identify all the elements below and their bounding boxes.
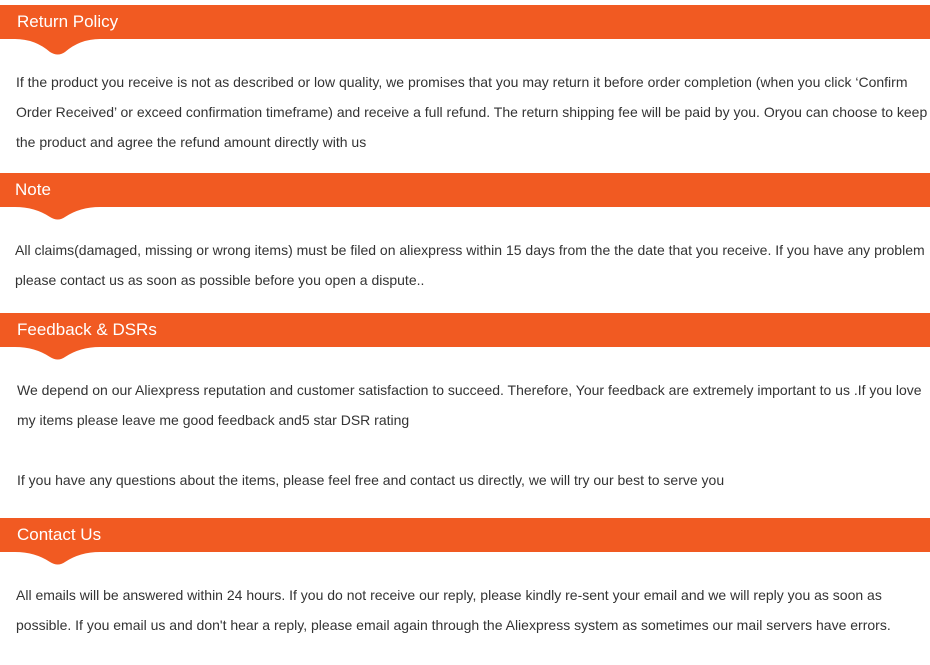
note-title: Note xyxy=(15,180,51,199)
note-text: All claims(damaged, missing or wrong items) must be filed on aliexpress within 15 days from the the date that you receive. If you have any problem please contact us as soon as possible before you open a dispute.. xyxy=(15,242,925,288)
contact-section xyxy=(0,518,930,633)
return-policy-section xyxy=(0,5,930,150)
note-banner xyxy=(0,173,930,233)
feedback-title: Feedback & DSRs xyxy=(17,320,157,339)
contact-banner xyxy=(0,518,930,578)
return-policy-text: If the product you receive is not as described or low quality, we promises that you may return it before order completion (when you click ‘Confirm Order Received’ or exceed confirmation timeframe) and receive a full refund. The return shipping fee will be paid by you. Oryou can choose to keep the product and agree the refund amount directly with us xyxy=(16,74,928,150)
return-policy-title: Return Policy xyxy=(17,12,119,31)
banner-shape xyxy=(0,5,930,65)
contact-title: Contact Us xyxy=(17,525,102,544)
feedback-text: We depend on our Aliexpress reputation and customer satisfaction to succeed. Therefore, Your feedback are extremely important to us .If you love my items please leave me good feedback and5 star DSR rating xyxy=(17,382,922,428)
banner-shape xyxy=(0,173,930,233)
return-policy-banner xyxy=(0,5,930,65)
feedback-banner xyxy=(0,313,930,373)
feedback-section xyxy=(0,313,930,488)
banner-shape xyxy=(0,518,930,578)
contact-text: All emails will be answered within 24 hours. If you do not receive our reply, please kindly re-sent your email and we will reply you as soon as possible. If you email us and don't hear a reply, please email again through the Aliexpress system as sometimes our mail servers have errors. xyxy=(16,587,891,633)
note-section xyxy=(0,173,930,288)
questions-text: If you have any questions about the items, please feel free and contact us directly, we will try our best to serve you xyxy=(17,472,725,488)
